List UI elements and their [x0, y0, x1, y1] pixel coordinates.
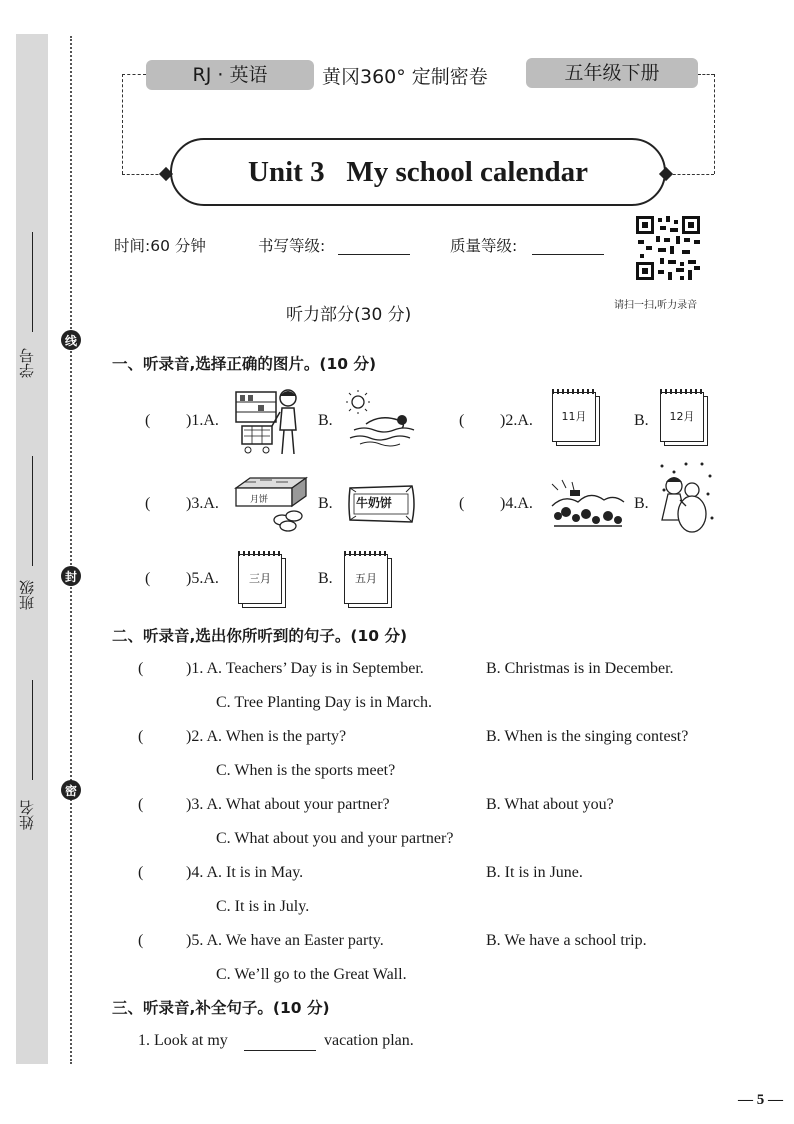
part1-heading: 一、听录音,选择正确的图片。(10 分)	[112, 355, 377, 373]
seal-mi: 密	[61, 780, 81, 800]
p2-q4-a: )4. A. It is in May.	[186, 864, 304, 881]
dash-right	[714, 74, 715, 174]
name-line	[32, 680, 33, 780]
supermarket-picture	[234, 386, 308, 458]
p1-q1-b: B.	[318, 412, 333, 429]
part3-heading: 三、听录音,补全句子。(10 分)	[112, 999, 330, 1017]
p1-q3-num: )3.A.	[186, 495, 219, 512]
name-label: 姓名	[18, 800, 36, 830]
student-number-label: 学号	[18, 348, 36, 378]
answer-paren[interactable]: (	[138, 864, 144, 881]
quality-grade-label: 质量等级:	[450, 237, 518, 255]
class-label: 班级	[18, 580, 36, 610]
p3-q1-post: vacation plan.	[324, 1032, 414, 1049]
answer-paren[interactable]: (	[145, 495, 151, 512]
quality-grade-blank	[532, 254, 604, 255]
p1-q5-b: B.	[318, 570, 333, 587]
p2-q2-a: )2. A. When is the party?	[186, 728, 347, 745]
writing-grade-label: 书写等级:	[258, 237, 326, 255]
p2-q5-a: )5. A. We have an Easter party.	[186, 932, 384, 949]
dash-bottom-right	[668, 174, 714, 175]
p1-q1-num: )1.A.	[186, 412, 219, 429]
page-number: — 5 —	[738, 1092, 783, 1108]
unit-title: Unit 3 My school calendar	[170, 138, 666, 206]
cut-line	[70, 36, 72, 1064]
p2-q3-b: B. What about you?	[486, 796, 614, 813]
snowman-picture	[656, 460, 716, 538]
calendar-december: 12月	[660, 392, 708, 446]
calendar-november: 11月	[552, 392, 600, 446]
dash-top-right	[698, 74, 714, 75]
qr-caption: 请扫一扫,听力录音	[614, 300, 698, 311]
p2-q4-c: C. It is in July.	[216, 898, 310, 915]
series-name: 黄冈360° 定制密卷	[322, 66, 488, 88]
p1-q4-num: )4.A.	[500, 495, 533, 512]
p2-q2-c: C. When is the sports meet?	[216, 762, 396, 779]
p2-q3-c: C. What about you and your partner?	[216, 830, 454, 847]
answer-paren[interactable]: (	[138, 728, 144, 745]
p2-q5-c: C. We’ll go to the Great Wall.	[216, 966, 407, 983]
grade-tag: 五年级下册	[526, 58, 698, 88]
student-number-line	[32, 232, 33, 332]
part2-heading: 二、听录音,选出你所听到的句子。(10 分)	[112, 627, 408, 645]
qr-code[interactable]	[636, 216, 700, 280]
answer-paren[interactable]: (	[459, 412, 465, 429]
p3-q1-blank[interactable]	[244, 1050, 316, 1051]
answer-paren[interactable]: (	[459, 495, 465, 512]
p2-q5-b: B. We have a school trip.	[486, 932, 647, 949]
writing-grade-blank	[338, 254, 410, 255]
p1-q4-b: B.	[634, 495, 649, 512]
seal-xian: 线	[61, 330, 81, 350]
calendar-may: 五月	[344, 554, 392, 610]
time-limit: 时间:60 分钟	[114, 237, 206, 255]
p1-q2-b: B.	[634, 412, 649, 429]
answer-paren[interactable]: (	[145, 412, 151, 429]
p3-q1-pre: 1. Look at my	[138, 1032, 228, 1049]
p2-q4-b: B. It is in June.	[486, 864, 583, 881]
answer-paren[interactable]: (	[145, 570, 151, 587]
calendar-march: 三月	[238, 554, 286, 610]
p2-q2-b: B. When is the singing contest?	[486, 728, 689, 745]
p1-q5-num: )5.A.	[186, 570, 219, 587]
answer-paren[interactable]: (	[138, 932, 144, 949]
p1-q2-num: )2.A.	[500, 412, 533, 429]
mooncake-box-picture	[234, 476, 308, 532]
answer-paren[interactable]: (	[138, 796, 144, 813]
p2-q1-b: B. Christmas is in December.	[486, 660, 674, 677]
p1-q3-b: B.	[318, 495, 333, 512]
seal-feng: 封	[61, 566, 81, 586]
biscuit-label: 牛奶饼	[356, 496, 393, 510]
swimming-picture	[346, 390, 420, 450]
listening-title: 听力部分(30 分)	[286, 305, 412, 325]
subject-tag: RJ · 英语	[146, 60, 314, 90]
dash-top-left	[122, 74, 146, 75]
p2-q1-a: )1. A. Teachers’ Day is in September.	[186, 660, 424, 677]
autumn-landscape-picture	[550, 476, 626, 532]
p2-q3-a: )3. A. What about your partner?	[186, 796, 390, 813]
dash-left	[122, 74, 123, 174]
class-line	[32, 456, 33, 566]
mooncake-label: 月饼	[250, 495, 269, 505]
answer-paren[interactable]: (	[138, 660, 144, 677]
p2-q1-c: C. Tree Planting Day is in March.	[216, 694, 432, 711]
